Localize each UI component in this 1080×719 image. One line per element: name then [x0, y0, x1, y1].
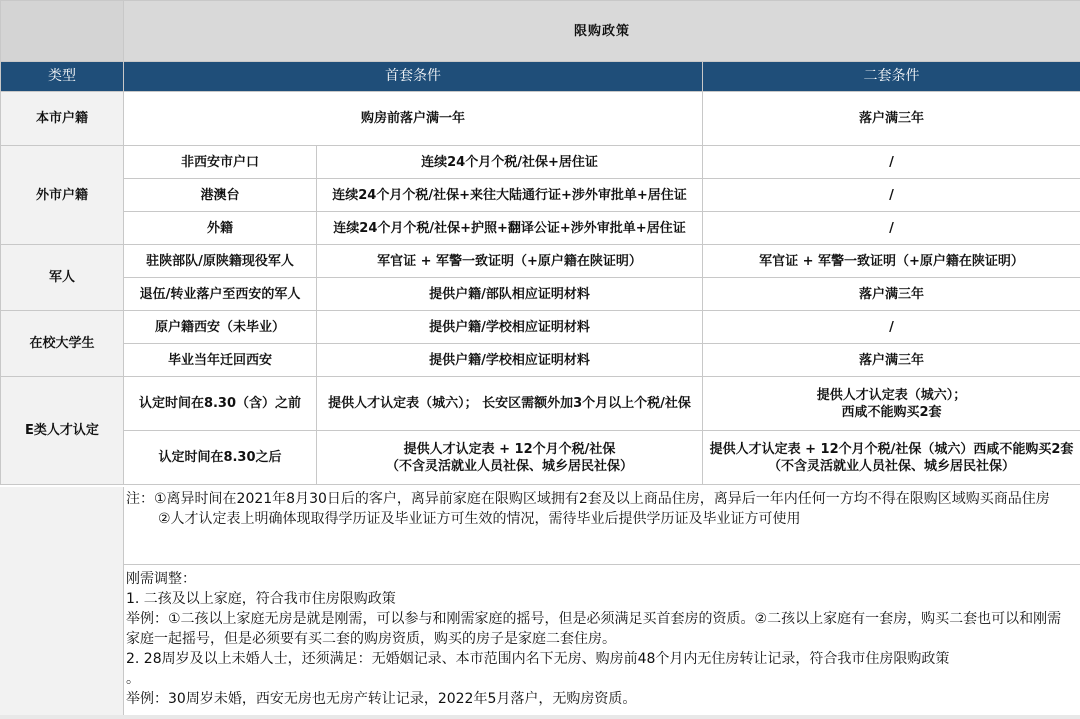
nonlocal-second-1: / [703, 146, 1080, 179]
talent-second-1-line2: 西咸不能购买2套 [841, 404, 942, 420]
adjustment-box [124, 567, 1080, 719]
nonlocal-second-2: / [703, 179, 1080, 212]
talent-first-2-line1: 提供人才认定表 + 12个月个税/社保 [403, 441, 616, 457]
category-nonlocal: 外市户籍 [1, 146, 124, 245]
adjustment-item-2: 2. 28周岁及以上未婚人士，还须满足：无婚姻记录、本市范围内名下无房、购房前48个月内无住房转让记录，符合我市住房限购政策 [126, 651, 950, 667]
nonlocal-first-3: 连续24个月个税/社保+护照+翻译公证+涉外审批单+居住证 [317, 212, 703, 245]
military-sub-2: 退伍/转业落户至西安的军人 [124, 278, 317, 311]
header-second-home: 二套条件 [703, 62, 1080, 92]
adjustment-item-1: 1. 二孩及以上家庭，符合我市住房限购政策 [126, 591, 396, 607]
adjustment-example-1: 举例：①二孩以上家庭无房是就是刚需，可以参与和刚需家庭的摇号，但是必须满足买首套房的资质。②二孩以上家庭有一套房，购买二套也可以和刚需家庭一起摇号，但是必须要有买二套的购房资质，购买的房子是家庭二套住房。 [126, 611, 1062, 647]
category-student: 在校大学生 [1, 311, 124, 377]
nonlocal-sub-3: 外籍 [124, 212, 317, 245]
page-title: 限购政策 [124, 1, 1080, 62]
talent-first-1: 提供人才认定表（城六）； 长安区需额外加3个月以上个税/社保 [317, 377, 703, 431]
talent-first-2-line2: （不含灵活就业人员社保、城乡居民社保） [385, 458, 633, 474]
talent-second-1 [703, 377, 1080, 431]
nonlocal-first-1: 连续24个月个税/社保+居住证 [317, 146, 703, 179]
category-local: 本市户籍 [1, 92, 124, 146]
student-first-2: 提供户籍/学校相应证明材料 [317, 344, 703, 377]
student-second-1: / [703, 311, 1080, 344]
adjustment-example-2: 举例：30周岁未婚，西安无房也无房产转让记录，2022年5月落户，无购房资质。 [126, 691, 637, 707]
military-second-2: 落户满三年 [703, 278, 1080, 311]
nonlocal-sub-1: 非西安市户口 [124, 146, 317, 179]
talent-first-2 [317, 431, 703, 485]
header-type: 类型 [1, 62, 124, 92]
talent-sub-2: 认定时间在8.30之后 [124, 431, 317, 485]
adjustment-title: 刚需调整： [126, 571, 196, 587]
local-second-condition: 落户满三年 [703, 92, 1080, 146]
note-talent-certificate: ②人才认定表上明确体现取得学历证及毕业证方可生效的情况，需待毕业后提供学历证及毕业证方可使用 [158, 511, 801, 527]
bottom-strip [0, 715, 1080, 719]
military-sub-1: 驻陕部队/原陕籍现役军人 [124, 245, 317, 278]
nonlocal-sub-2: 港澳台 [124, 179, 317, 212]
adjustment-item-2-tail: 。 [126, 671, 140, 687]
student-second-2: 落户满三年 [703, 344, 1080, 377]
military-first-1: 军官证 + 军警一致证明（+原户籍在陕证明） [317, 245, 703, 278]
local-first-condition: 购房前落户满一年 [124, 92, 703, 146]
notes-section [0, 487, 1080, 719]
category-military: 军人 [1, 245, 124, 311]
talent-second-1-line1: 提供人才认定表（城六）； [816, 387, 967, 403]
title-side-cell [1, 1, 124, 62]
category-talent: E类人才认定 [1, 377, 124, 485]
talent-sub-1: 认定时间在8.30（含）之前 [124, 377, 317, 431]
military-first-2: 提供户籍/部队相应证明材料 [317, 278, 703, 311]
nonlocal-first-2: 连续24个月个税/社保+来往大陆通行证+涉外审批单+居住证 [317, 179, 703, 212]
note-divorce: 注：①离异时间在2021年8月30日后的客户，离异前家庭在限购区域拥有2套及以上商品住房，离异后一年内任何一方均不得在限购区域购买商品住房 [126, 491, 1050, 507]
header-first-home: 首套条件 [124, 62, 703, 92]
notes-side-cell [0, 487, 124, 719]
student-first-1: 提供户籍/学校相应证明材料 [317, 311, 703, 344]
military-second-1: 军官证 + 军警一致证明（+原户籍在陕证明） [703, 245, 1080, 278]
student-sub-1: 原户籍西安（未毕业） [124, 311, 317, 344]
nonlocal-second-3: / [703, 212, 1080, 245]
talent-second-2: 提供人才认定表 + 12个月个税/社保（城六）西咸不能购买2套（不含灵活就业人员社保、城乡居民社保） [703, 431, 1080, 485]
student-sub-2: 毕业当年迁回西安 [124, 344, 317, 377]
notes-box [124, 487, 1080, 565]
